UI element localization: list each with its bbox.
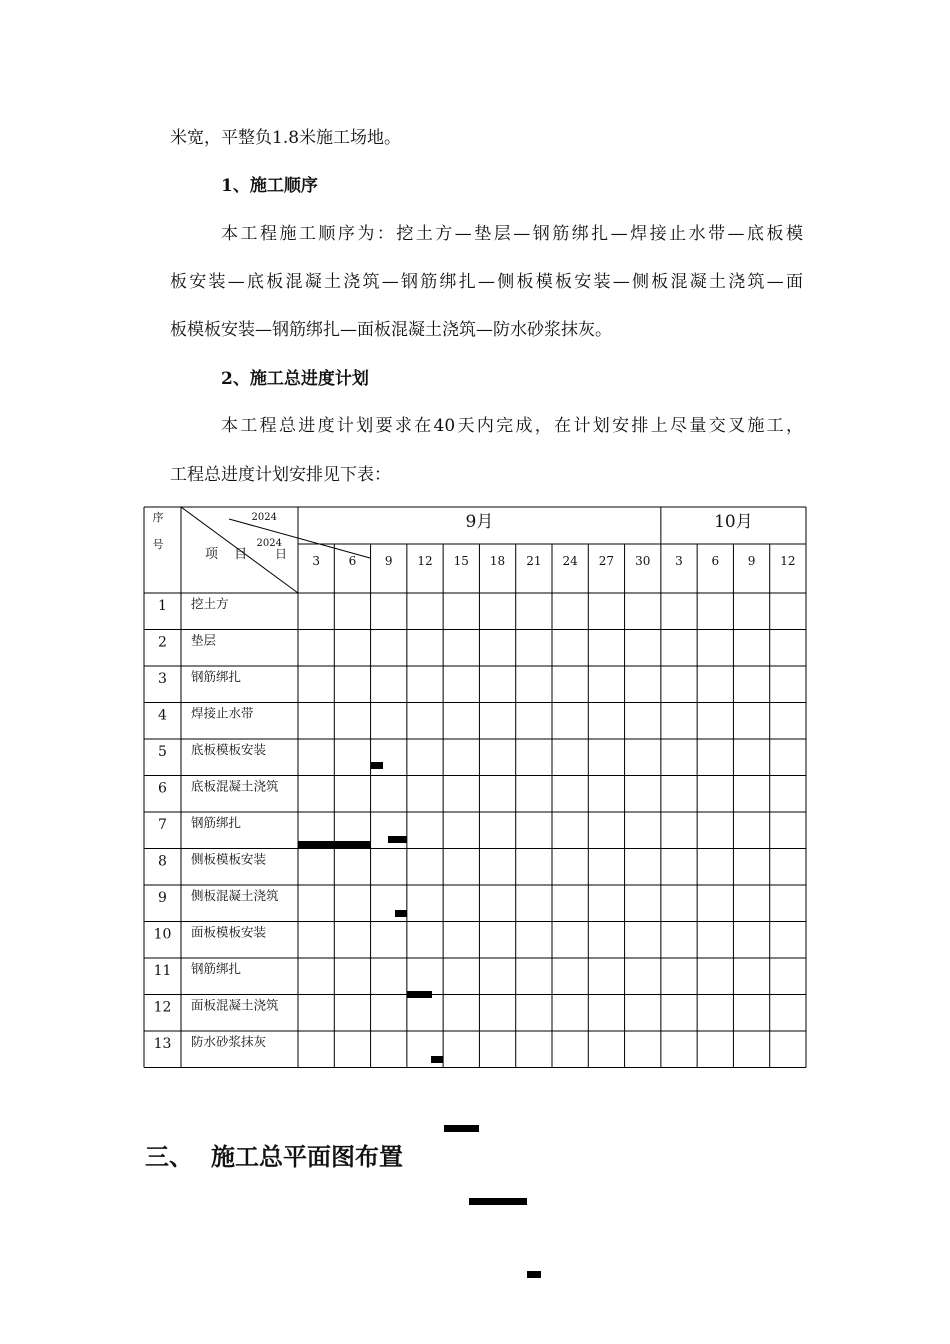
row-number: 7: [158, 817, 167, 833]
header-year-mid: 2024: [256, 538, 282, 549]
section-heading: [145, 1142, 403, 1172]
day-label: 12: [780, 554, 796, 568]
header-diagonal: [229, 519, 370, 558]
heading-master-schedule: 2、施工总进度计划: [221, 369, 369, 389]
row-item: 底板混凝土浇筑: [191, 778, 279, 794]
day-label: 24: [562, 554, 578, 568]
row-item: 钢筋绑扎: [191, 669, 242, 684]
row-item: 底板模板安装: [191, 742, 267, 757]
day-label: 21: [526, 554, 542, 568]
gantt-bar: [469, 1198, 527, 1205]
day-label: 9: [384, 554, 393, 568]
row-item: 焊接止水带: [191, 705, 254, 721]
heading-construction-order: 1、施工顺序: [221, 176, 318, 196]
section-number: 三、: [145, 1142, 193, 1171]
header-year: 2024: [251, 512, 277, 523]
plan-line-2: 工程总进度计划安排见下表：: [170, 465, 391, 485]
gantt-bar: [444, 1125, 479, 1132]
header-seq-char1: 序: [152, 511, 164, 524]
gantt-bar: [395, 910, 407, 917]
row-number: 3: [158, 671, 167, 687]
row-item: 挖土方: [191, 596, 229, 611]
section-title: 施工总平面图布置: [211, 1142, 403, 1171]
row-number: 5: [158, 744, 167, 760]
row-item: 防水砂浆抹灰: [191, 1034, 267, 1049]
gantt-bar: [407, 991, 432, 998]
row-number: 2: [158, 634, 167, 651]
gantt-bar: [298, 841, 371, 848]
day-label: 15: [453, 554, 469, 568]
month-label: 9月: [465, 512, 494, 532]
row-number: 10: [153, 926, 172, 943]
row-number: 8: [158, 853, 167, 870]
sequence-line-3: 板模板安装—钢筋绑扎—面板混凝土浇筑—防水砂浆抹灰。: [170, 320, 612, 340]
day-label: 6: [711, 554, 720, 568]
row-item: 面板模板安装: [191, 924, 267, 940]
row-number: 4: [158, 707, 167, 724]
day-label: 3: [312, 554, 320, 568]
row-item: 钢筋绑扎: [191, 815, 242, 830]
gantt-bar: [527, 1271, 541, 1278]
row-item: 面板混凝土浇筑: [191, 997, 279, 1013]
sequence-line-2: 板安装—底板混凝土浇筑—钢筋绑扎—侧板模板安装—侧板混凝土浇筑—面: [170, 272, 803, 292]
day-label: 6: [348, 554, 357, 568]
header-seq-char2: 号: [152, 538, 164, 551]
day-label: 30: [635, 554, 651, 568]
row-number: 6: [158, 780, 167, 797]
row-number: 13: [153, 1036, 172, 1052]
header-item: 项 目: [205, 547, 248, 562]
row-number: 1: [158, 598, 167, 614]
para-line1: 米宽，平整负1.8米施工场地。: [170, 128, 402, 148]
row-item: 侧板模板安装: [191, 851, 267, 867]
gantt-bar: [431, 1056, 443, 1063]
plan-line-1: 本工程总进度计划要求在40天内完成，在计划安排上尽量交叉施工，: [221, 416, 803, 436]
row-number: 12: [153, 999, 172, 1016]
sequence-line-1: 本工程施工顺序为：挖土方—垫层—钢筋绑扎—焊接止水带—底板模: [221, 224, 803, 244]
row-item: 侧板混凝土浇筑: [191, 888, 279, 903]
row-item: 垫层: [191, 632, 217, 648]
day-label: 18: [489, 554, 506, 568]
gantt-bar: [388, 836, 407, 843]
day-label: 3: [675, 554, 683, 568]
row-number: 9: [158, 890, 167, 906]
day-label: 27: [598, 554, 615, 568]
row-number: 11: [153, 963, 172, 979]
row-item: 钢筋绑扎: [191, 961, 242, 976]
gantt-bar: [371, 762, 383, 769]
month-label: 10月: [714, 512, 753, 532]
day-label: 12: [417, 554, 433, 568]
day-label: 9: [747, 554, 756, 568]
header-day: 日: [274, 547, 287, 561]
